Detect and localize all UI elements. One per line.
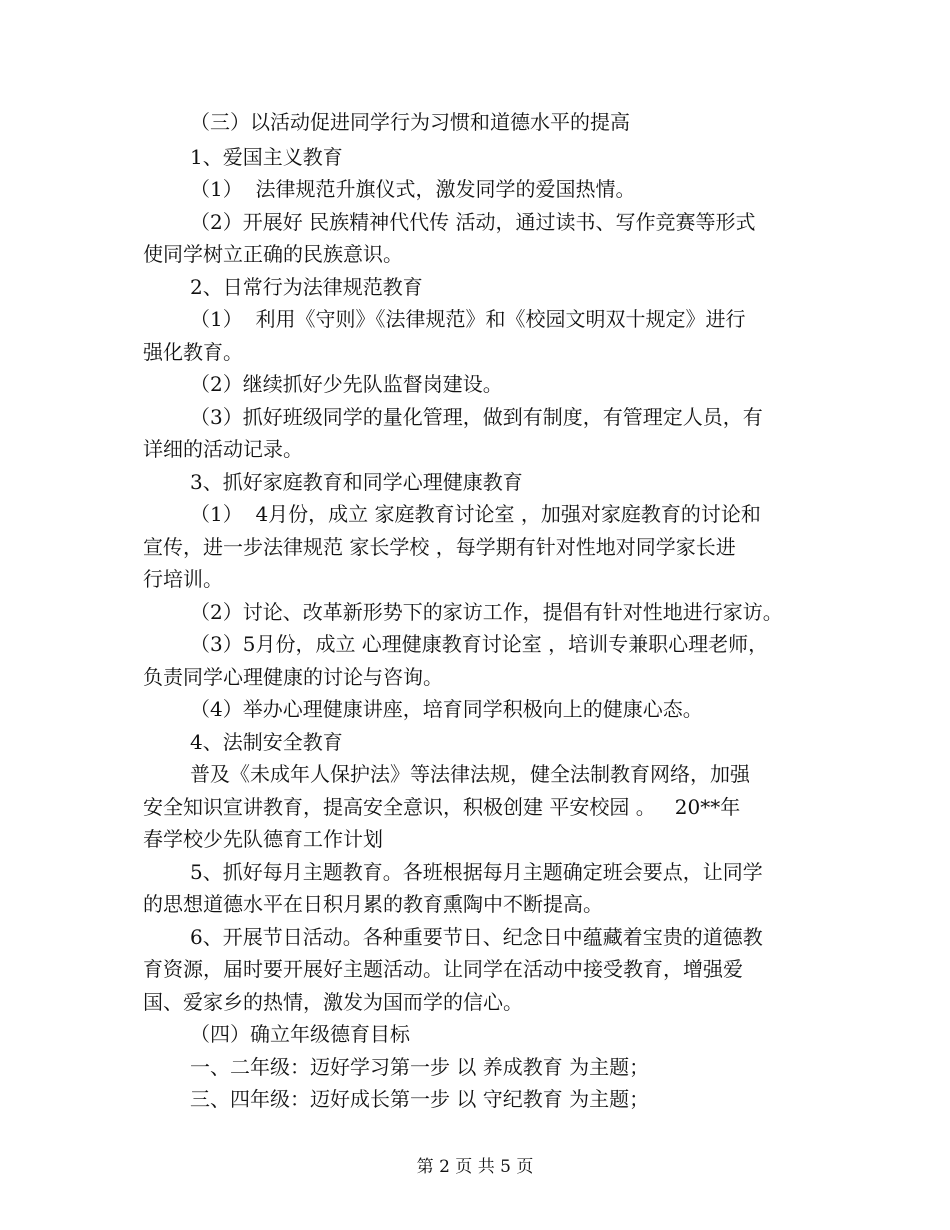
- text-line: 强化教育。: [143, 340, 243, 364]
- section-heading-3: （三）以活动促进同学行为习惯和道德水平的提高: [190, 110, 630, 134]
- text-line: 5、抓好每月主题教育。各班根据每月主题确定班会要点，让同学: [190, 860, 763, 884]
- text-line: 负责同学心理健康的讨论与咨询。: [143, 665, 443, 689]
- text-line: 的思想道德水平在日积月累的教育熏陶中不断提高。: [143, 892, 603, 916]
- text-line: 春学校少先队德育工作计划: [143, 827, 383, 851]
- text-line: 行培训。: [143, 567, 223, 591]
- text-line: 一、二年级：迈好学习第一步 以 养成教育 为主题；: [190, 1055, 650, 1079]
- text-line: （2）开展好 民族精神代代传 活动，通过读书、写作竞赛等形式: [190, 210, 756, 234]
- text-line: 安全知识宣讲教育，提高安全意识，积极创建 平安校园 。 20**年: [143, 795, 741, 819]
- text-line: （1） 利用《守则》《法律规范》和《校园文明双十规定》进行: [190, 307, 746, 331]
- heading-daily-behavior: 2、日常行为法律规范教育: [190, 275, 423, 299]
- text-line: （1） 4月份，成立 家庭教育讨论室 ，加强对家庭教育的讨论和: [190, 502, 761, 526]
- heading-legal-safety: 4、法制安全教育: [190, 730, 343, 754]
- section-heading-4: （四）确立年级德育目标: [190, 1022, 410, 1046]
- text-line: （2）继续抓好少先队监督岗建设。: [190, 372, 503, 396]
- text-line: （3）抓好班级同学的量化管理，做到有制度，有管理定人员，有: [190, 405, 763, 429]
- text-line: 详细的活动记录。: [143, 437, 303, 461]
- text-line: （1） 法律规范升旗仪式，激发同学的爱国热情。: [190, 177, 636, 201]
- heading-family-education: 3、抓好家庭教育和同学心理健康教育: [190, 470, 523, 494]
- text-line: 育资源，届时要开展好主题活动。让同学在活动中接受教育，增强爱: [143, 957, 743, 981]
- text-line: 国、爱家乡的热情，激发为国而学的信心。: [143, 990, 523, 1014]
- text-line: 三、四年级：迈好成长第一步 以 守纪教育 为主题；: [190, 1087, 650, 1111]
- text-line: （3）5月份，成立 心理健康教育讨论室 ，培训专兼职心理老师，: [190, 632, 769, 656]
- text-line: 6、开展节日活动。各种重要节日、纪念日中蕴藏着宝贵的道德教: [190, 925, 763, 949]
- heading-patriotic-education: 1、爱国主义教育: [190, 145, 343, 169]
- text-line: （4）举办心理健康讲座，培育同学积极向上的健康心态。: [190, 697, 703, 721]
- text-line: 使同学树立正确的民族意识。: [143, 242, 403, 266]
- text-line: 普及《未成年人保护法》等法律法规，健全法制教育网络，加强: [190, 762, 750, 786]
- page-number-footer: 第 2 页 共 5 页: [416, 1157, 534, 1177]
- text-line: 宣传，进一步法律规范 家长学校 ，每学期有针对性地对同学家长进: [143, 535, 736, 559]
- text-line: （2）讨论、改革新形势下的家访工作，提倡有针对性地进行家访。: [190, 600, 783, 624]
